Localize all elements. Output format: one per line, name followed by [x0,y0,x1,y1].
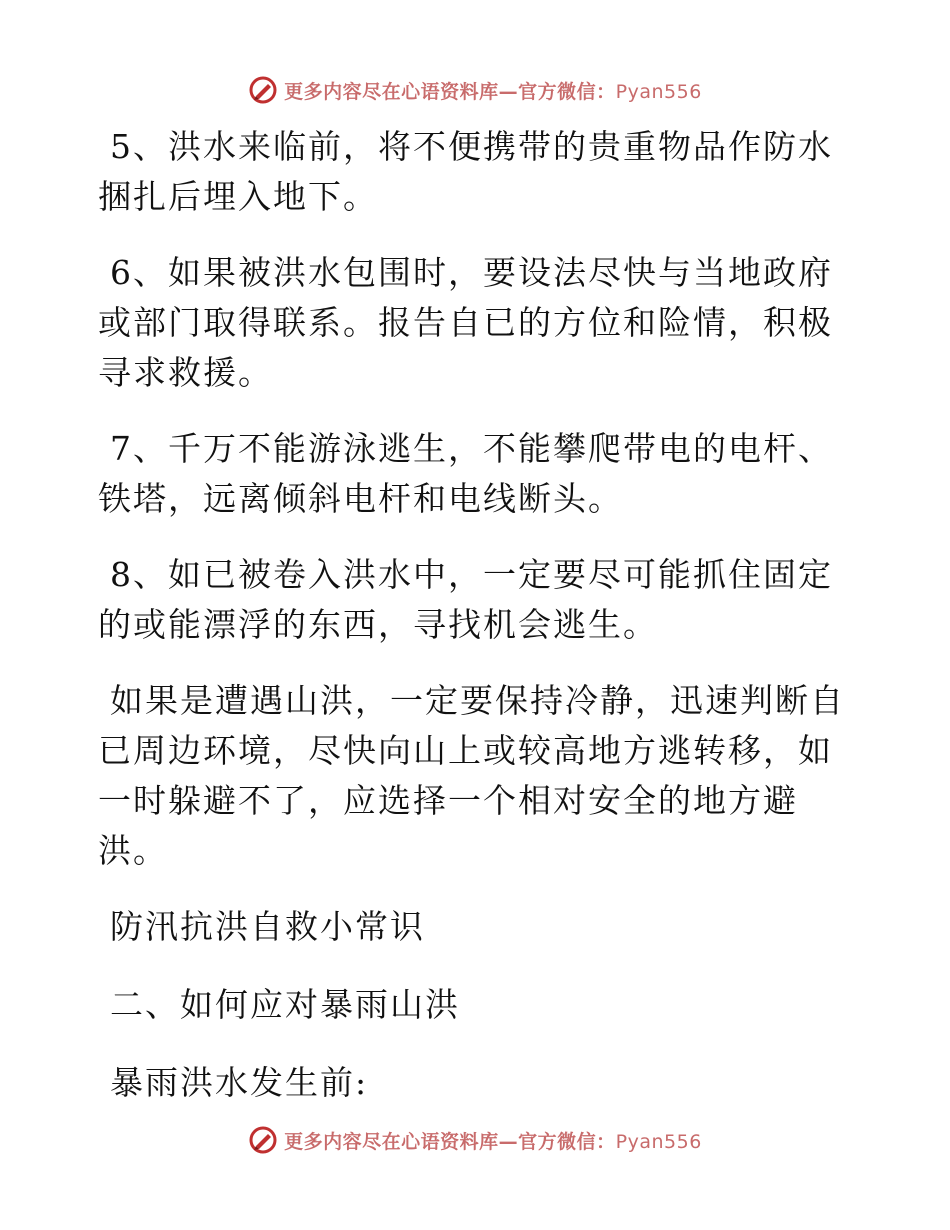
watermark-header [0,70,950,110]
paragraph-item-6: 6、如果被洪水包围时，要设法尽快与当地政府或部门取得联系。报告自已的方位和险情，积极寻求救援。 [98,253,833,392]
watermark-text [284,77,702,104]
watermark-footer [0,1120,950,1160]
watermark-wechat-id: Pyan556 [615,1130,702,1153]
document-body [98,122,858,1136]
subsection-label: 暴雨洪水发生前: [110,1063,369,1102]
subsection-heading: 二、如何应对暴雨山洪 [110,985,460,1024]
paragraph-item-5: 5、洪水来临前，将不便携带的贵重物品作防水捆扎后埋入地下。 [98,127,833,216]
watermark-wechat-id: Pyan556 [615,80,702,103]
watermark-label: 更多内容尽在心语资料库—官方微信： [284,80,616,103]
logo-icon [248,75,278,105]
watermark-text [284,1127,702,1154]
paragraph-item-8: 8、如已被卷入洪水中，一定要尽可能抓住固定的或能漂浮的东西，寻找机会逃生。 [98,555,833,644]
watermark-label: 更多内容尽在心语资料库—官方微信： [284,1130,616,1153]
paragraph-mountain-flood: 如果是遭遇山洪，一定要保持冷静，迅速判断自已周边环境，尽快向山上或较高地方逃转移，如一时躲避不了，应选择一个相对安全的地方避洪。 [98,681,845,870]
logo-icon [248,1125,278,1155]
paragraph-item-7: 7、千万不能游泳逃生，不能攀爬带电的电杆、铁塔，远离倾斜电杆和电线断头。 [98,429,833,518]
section-heading: 防汛抗洪自救小常识 [110,907,425,946]
